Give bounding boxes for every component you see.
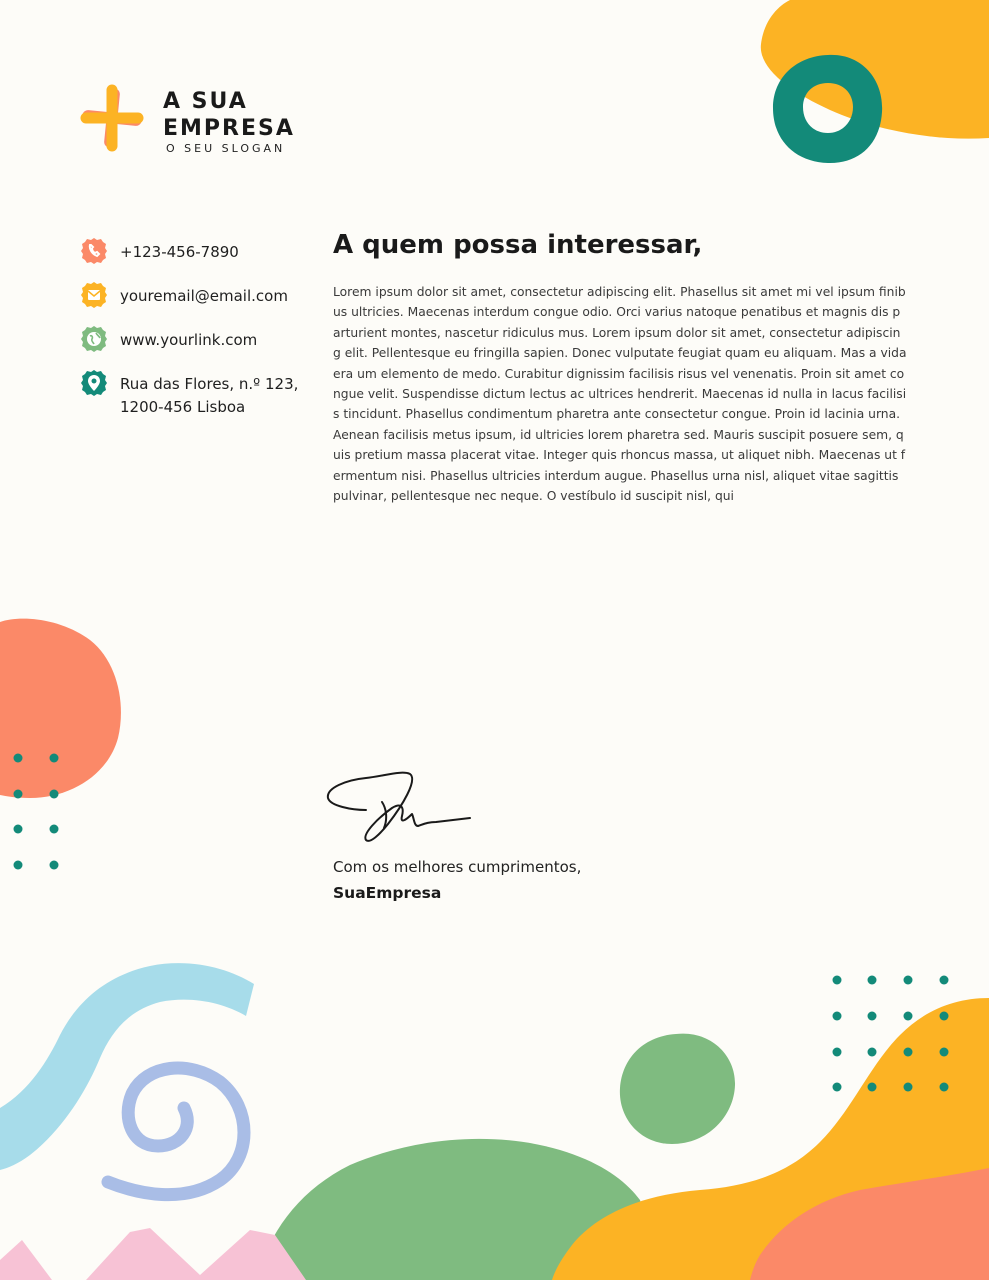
street-address [120,373,320,419]
website-link[interactable]: www.yourlink.com [120,331,258,349]
address-line2: 1200-456 Lisboa [120,398,246,416]
company-name [163,88,363,142]
company-name-line2: EMPRESA [163,116,295,141]
email-icon [80,281,108,309]
company-name-line1: A SUA [163,89,248,114]
pink-zigzag [0,1228,306,1280]
yellow-blob-bottom [552,998,989,1280]
company-slogan: O SEU SLOGAN [166,142,286,155]
handwritten-signature [322,762,478,852]
orange-blob-left [0,619,121,798]
orange-blob-bottom [750,1168,989,1280]
teal-ring [773,55,882,163]
address-line1: Rua das Flores, n.º 123, [120,375,299,393]
phone-number[interactable]: +123-456-7890 [120,243,239,261]
green-blob-bottom [256,1139,644,1280]
phone-icon [80,237,108,265]
letter-heading: A quem possa interessar, [333,230,703,260]
yellow-blob-top [761,0,989,139]
letter-closing: Com os melhores cumprimentos, [333,858,582,876]
location-pin-icon [80,369,108,397]
lilac-spiral [108,1068,244,1195]
asterisk-logo-icon [80,82,152,154]
globe-icon [80,325,108,353]
teal-dots-left [14,754,59,870]
green-blob-small [620,1034,735,1144]
teal-dots-right [833,976,949,1092]
blue-wave [0,963,254,1170]
signer-company: SuaEmpresa [333,884,442,902]
letter-body: Lorem ipsum dolor sit amet, consectetur adipiscing elit. Phasellus sit amet mi vel ipsum finibus ultricies. Maecenas interdum congue odio. Orci varius natoque penatibus et magnis dis parturient montes, nascetur ridiculus mus. Lorem ipsum dolor sit amet, consectetur adipiscing elit. Pellentesque eu fringilla sapien. Donec vulputate feugiat quam eu aliquam. Mas a vida era um elemento de medo. Curabitur dignissim facilisis risus vel venenatis. Proin sit amet congue velit. Suspendisse dictum lectus ac ultrices hendrerit. Maecenas id nulla in lacus facilisis tincidunt. Phasellus condimentum pharetra ante consectetur congue. Proin id lacinia urna. Aenean facilisis metus ipsum, id ultricies lorem pharetra sed. Mauris suscipit posuere sem, quis pretium massa placerat vitae. Integer quis rhoncus massa, ut aliquet nibh. Maecenas ut fermentum nisi. Phasellus ultricies interdum augue. Phasellus urna nisl, aliquet vitae sagittis pulvinar, pellentesque nec neque. O vestíbulo id suscipit nisl, qui [333,285,907,504]
email-address[interactable]: youremail@email.com [120,287,288,305]
